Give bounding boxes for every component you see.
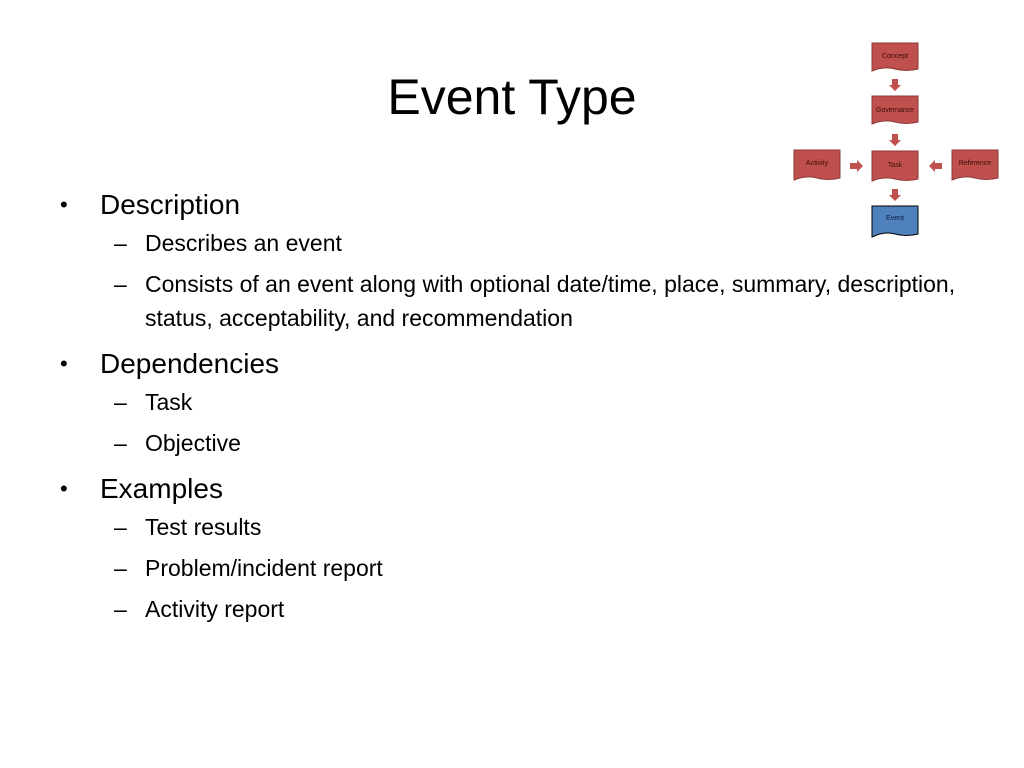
dash-icon: –: [114, 430, 127, 456]
event-label: Event: [886, 215, 904, 222]
sub-item-text: Activity report: [145, 596, 285, 622]
bullet-icon: •: [60, 192, 68, 217]
bullet-examples: [58, 468, 958, 626]
dash-icon: –: [114, 596, 127, 622]
bullet-list: [58, 184, 958, 626]
arrow-right-icon: [850, 160, 863, 172]
sub-item-text: Problem/incident report: [145, 555, 383, 581]
sub-item-text: Consists of an event along with optional date/time, place, summary, description, status, acceptability, and recommendation: [145, 271, 956, 331]
dash-icon: –: [114, 230, 127, 256]
sub-item-text: Objective: [145, 430, 241, 456]
concept-label: Concept: [881, 53, 909, 60]
flow-diagram: [786, 36, 1010, 244]
flow-diagram-svg: [786, 36, 1010, 244]
arrow-down-icon: [889, 189, 901, 201]
activity-label: Activity: [805, 160, 829, 167]
sub-item: [100, 551, 958, 585]
governance-label: Governance: [875, 107, 915, 114]
sub-item: [100, 267, 958, 335]
arrow-left-icon: [929, 160, 942, 172]
sub-list: [100, 510, 958, 626]
sub-item-text: Test results: [145, 514, 262, 540]
dash-icon: –: [114, 271, 127, 297]
arrow-down-icon: [889, 79, 901, 91]
sub-item: [100, 426, 958, 460]
reference-label: Reference: [958, 160, 992, 167]
bullet-label: Description: [100, 189, 241, 220]
task-label: Task: [887, 162, 903, 169]
sub-list: [100, 385, 958, 460]
dash-icon: –: [114, 555, 127, 581]
sub-item: [100, 592, 958, 626]
slide-title: Event Type: [387, 69, 637, 125]
arrow-down-icon: [889, 134, 901, 146]
dash-icon: –: [114, 389, 127, 415]
bullet-label: Examples: [100, 473, 223, 504]
bullet-label: Dependencies: [100, 348, 280, 379]
bullet-dependencies: [58, 343, 958, 460]
bullet-icon: •: [60, 351, 68, 376]
bullet-icon: •: [60, 476, 68, 501]
sub-item: [100, 510, 958, 544]
sub-item: [100, 385, 958, 419]
sub-item-text: Task: [145, 389, 193, 415]
dash-icon: –: [114, 514, 127, 540]
sub-item-text: Describes an event: [145, 230, 342, 256]
